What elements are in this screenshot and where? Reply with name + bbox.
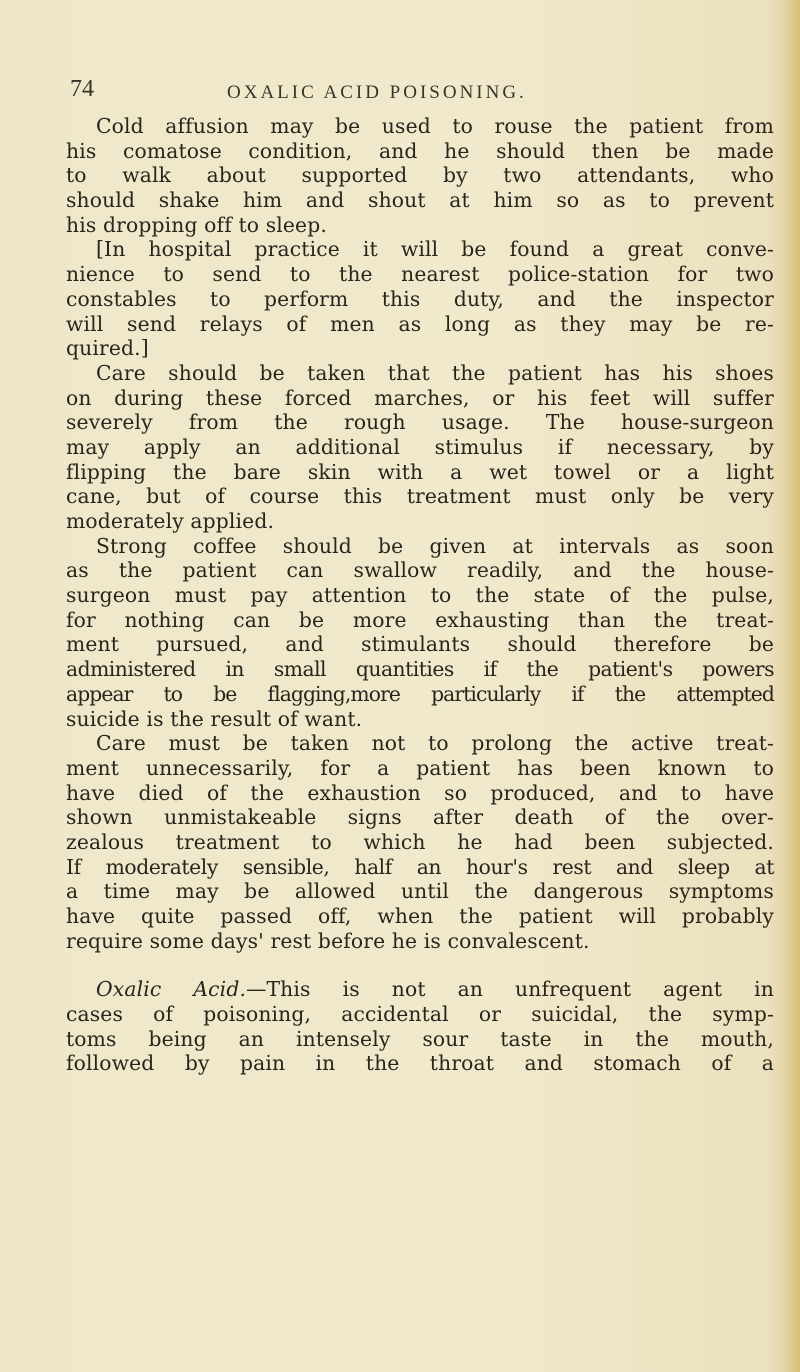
text-line: for nothing can be more exhausting than the treat-: [66, 607, 774, 632]
page-header: [70, 76, 770, 110]
text-line: will send relays of men as long as they may be re-: [66, 311, 774, 336]
text-line: moderately applied.: [66, 509, 275, 533]
text-line: his dropping off to sleep.: [66, 212, 327, 237]
text-line: zealous treatment to which he had been subjected.: [66, 829, 774, 854]
text-line: shown unmistakeable signs after death of the over-: [66, 805, 774, 830]
text-line: If moderately sensible, half an hour's rest and sleep at: [66, 854, 774, 879]
page-edge: [788, 0, 800, 1372]
text-line: flipping the bare skin with a wet towel or a light: [66, 459, 774, 484]
text-line: severely from the rough usage. The house-surgeon: [66, 410, 774, 435]
text-line: [In hospital practice it will be found a great conve-: [96, 237, 774, 262]
text-line: Strong coffee should be given at intervals as soon: [96, 533, 774, 558]
text-line: appear to be flagging,more particularly if the attempted: [66, 681, 774, 706]
text-line: quired.]: [66, 336, 149, 361]
text-line: Cold affusion may be used to rouse the patient from: [96, 114, 774, 138]
text-line: constables to perform this duty, and the inspector: [66, 286, 774, 311]
section-first-line-text: —This is not an unfrequent agent in: [246, 977, 775, 1002]
text-line: nience to send to the nearest police-station for two: [66, 262, 774, 287]
text-line: his comatose condition, and he should then be made: [66, 138, 774, 163]
running-head: OXALIC ACID POISONING.: [227, 82, 527, 103]
text-line: cases of poisoning, accidental or suicidal, the symp-: [66, 1002, 774, 1027]
text-line: on during these forced marches, or his feet will suffer: [66, 385, 774, 410]
text-line: cane, but of course this treatment must only be very: [66, 484, 774, 509]
text-line: may apply an additional stimulus if necessary, by: [66, 434, 774, 459]
text-line: Care should be taken that the patient has his shoes: [96, 360, 774, 385]
text-line: toms being an intensely sour taste in the mouth,: [66, 1026, 774, 1051]
text-line: administered in small quantities if the patient's powers: [66, 657, 774, 682]
text-line: surgeon must pay attention to the state of the pulse,: [66, 583, 774, 608]
text-line: ment unnecessarily, for a patient has been known to: [66, 755, 774, 780]
paragraph-gap: [66, 953, 774, 977]
text-line: have quite passed off, when the patient will probably: [66, 904, 774, 928]
text-line: ment pursued, and stimulants should therefore be: [66, 632, 774, 657]
section-heading: Oxalic Acid.: [96, 977, 247, 1002]
text-line: suicide is the result of want.: [66, 706, 363, 731]
text-line: Care must be taken not to prolong the active treat-: [96, 731, 774, 756]
section-first-line: [66, 977, 774, 1002]
body-text: [66, 114, 774, 1076]
text-line: require some days' rest before he is convalescent.: [66, 928, 590, 953]
text-line: followed by pain in the throat and stomach of a: [66, 1051, 774, 1076]
text-line: should shake him and shout at him so as to prevent: [66, 188, 774, 213]
page-number: 74: [70, 76, 94, 102]
text-line: to walk about supported by two attendants, who: [66, 163, 774, 188]
text-line: have died of the exhaustion so produced, and to have: [66, 780, 774, 805]
text-line: as the patient can swallow readily, and the house-: [66, 558, 774, 583]
text-line: a time may be allowed until the dangerous symptoms: [66, 879, 774, 904]
